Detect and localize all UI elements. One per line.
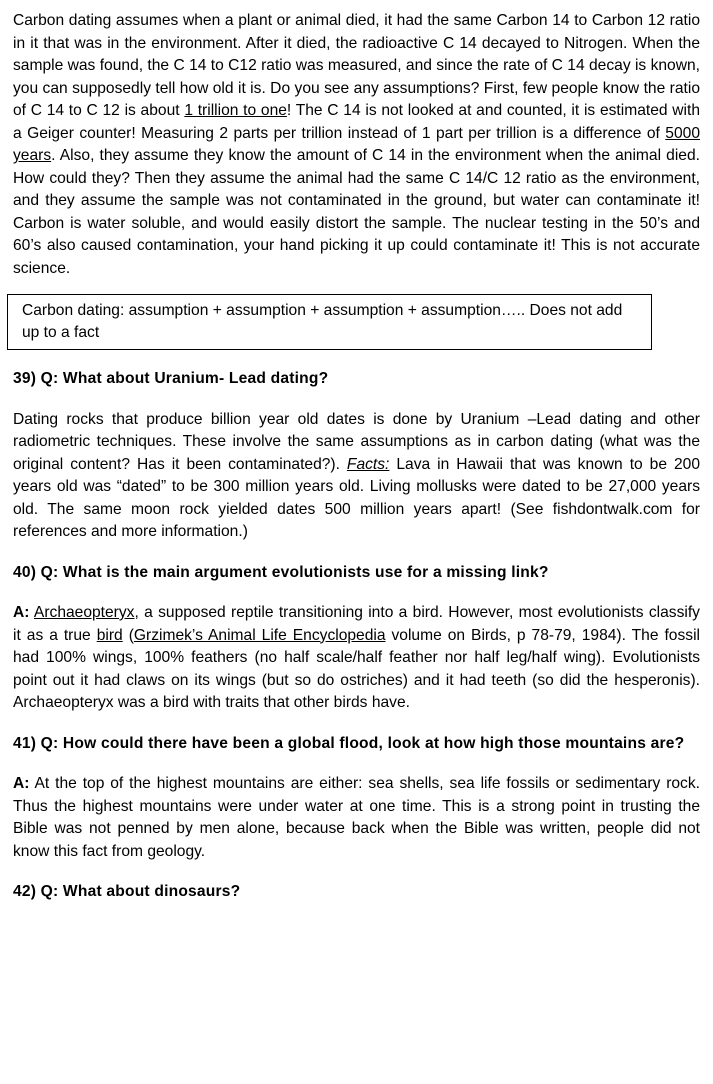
text-run: Dating rocks that produce billion year old dates is done by Uranium –Lead dating and other radiometric techniques. These involve the same assumptions as in carbon dating (what was the original content? Has it been contaminated?). [13, 410, 700, 473]
document-page [13, 10, 700, 904]
text-run: , a supposed reptile transitioning into a bird. However, most evolutionists classify it as a true [13, 604, 700, 644]
question-42-heading: 42) Q: What about dinosaurs? [13, 883, 241, 900]
underlined-ratio: 1 trillion to one [184, 102, 287, 119]
text-run: Carbon dating assumes when a plant or animal died, it had the same Carbon 14 to Carbon 12 ratio in it that was in the environment. After it died, the radioactive C 14 decayed to Nitrogen. When the sample was found, the C 14 to C12 ratio was measured, and since the rate of C 14 decay is known, you can supposedly tell how old it is. Do you see any assumptions? First, few people know the ratio of C 14 to C 12 is about [13, 12, 700, 119]
text-run: . Also, they assume they know the amount of C 14 in the environment when the animal died. How could they? Then they assume the animal had the same C 14/C 12 ratio as the environment, and they assume the sample was not contaminated in the ground, but water can contaminate it! Carbon is water soluble, and would easily distort the sample. The nuclear testing in the 50’s and 60’s also caused contamination, your hand picking it up could contaminate it! This is not accurate science. [13, 147, 700, 277]
archaeopteryx-term: Archaeopteryx [33, 604, 135, 621]
answer-label: A: [13, 604, 30, 621]
text-run: Lava in Hawaii that was known to be 200 years old was “dated” to be 300 million years old. Living mollusks were dated to be 27,000 years old. The same moon rock yielded dates 500 million years apart! (See fishdontwalk.com for references and more information.) [13, 455, 700, 540]
answer-label: A: [13, 775, 30, 792]
carbon-dating-summary-box: Carbon dating: assumption + assumption + assumption + assumption….. Does not add up to a fact [7, 294, 652, 350]
text-run: ! The C 14 is not looked at and counted, it is estimated with a Geiger counter! Measuring 2 parts per trillion instead of 1 part per trillion is a difference of [13, 102, 701, 142]
question-39-heading: 39) Q: What about Uranium- Lead dating? [13, 370, 329, 387]
encyclopedia-title: Grzimek’s Animal Life Encyclopedia [133, 626, 386, 644]
question-41-heading: 41) Q: How could there have been a global flood, look at how high those mountains are? [13, 734, 685, 752]
facts-label: Facts: [346, 455, 390, 473]
text-run: volume on Birds, p 78-79, 1984). The fossil had 100% wings, 100% feathers (no half scale/half feather nor half leg/half wing). Evolutionists point out it had claws on its wings (but so do ostriches) and it had teeth (so did the hesperonis). Archaeopteryx was a bird with traits that other birds have. [13, 626, 700, 711]
answer-41-paragraph [13, 773, 700, 863]
text-run: At the top of the highest mountains are either: sea shells, sea life fossils or sedimentary rock. Thus the highest mountains were under water at one time. This is a strong point in trusting the Bible was not penned by men alone, because back when the Bible was written, people did not know this fact from geology. [13, 775, 700, 860]
carbon-dating-paragraph [13, 10, 700, 280]
underlined-years: 5000 years [13, 124, 700, 164]
answer-40-paragraph [13, 602, 700, 715]
text-run: ( [122, 626, 134, 644]
question-40-heading: 40) Q: What is the main argument evolutionists use for a missing link? [13, 563, 549, 581]
bird-term: bird [96, 626, 123, 644]
answer-39-paragraph [13, 409, 700, 544]
